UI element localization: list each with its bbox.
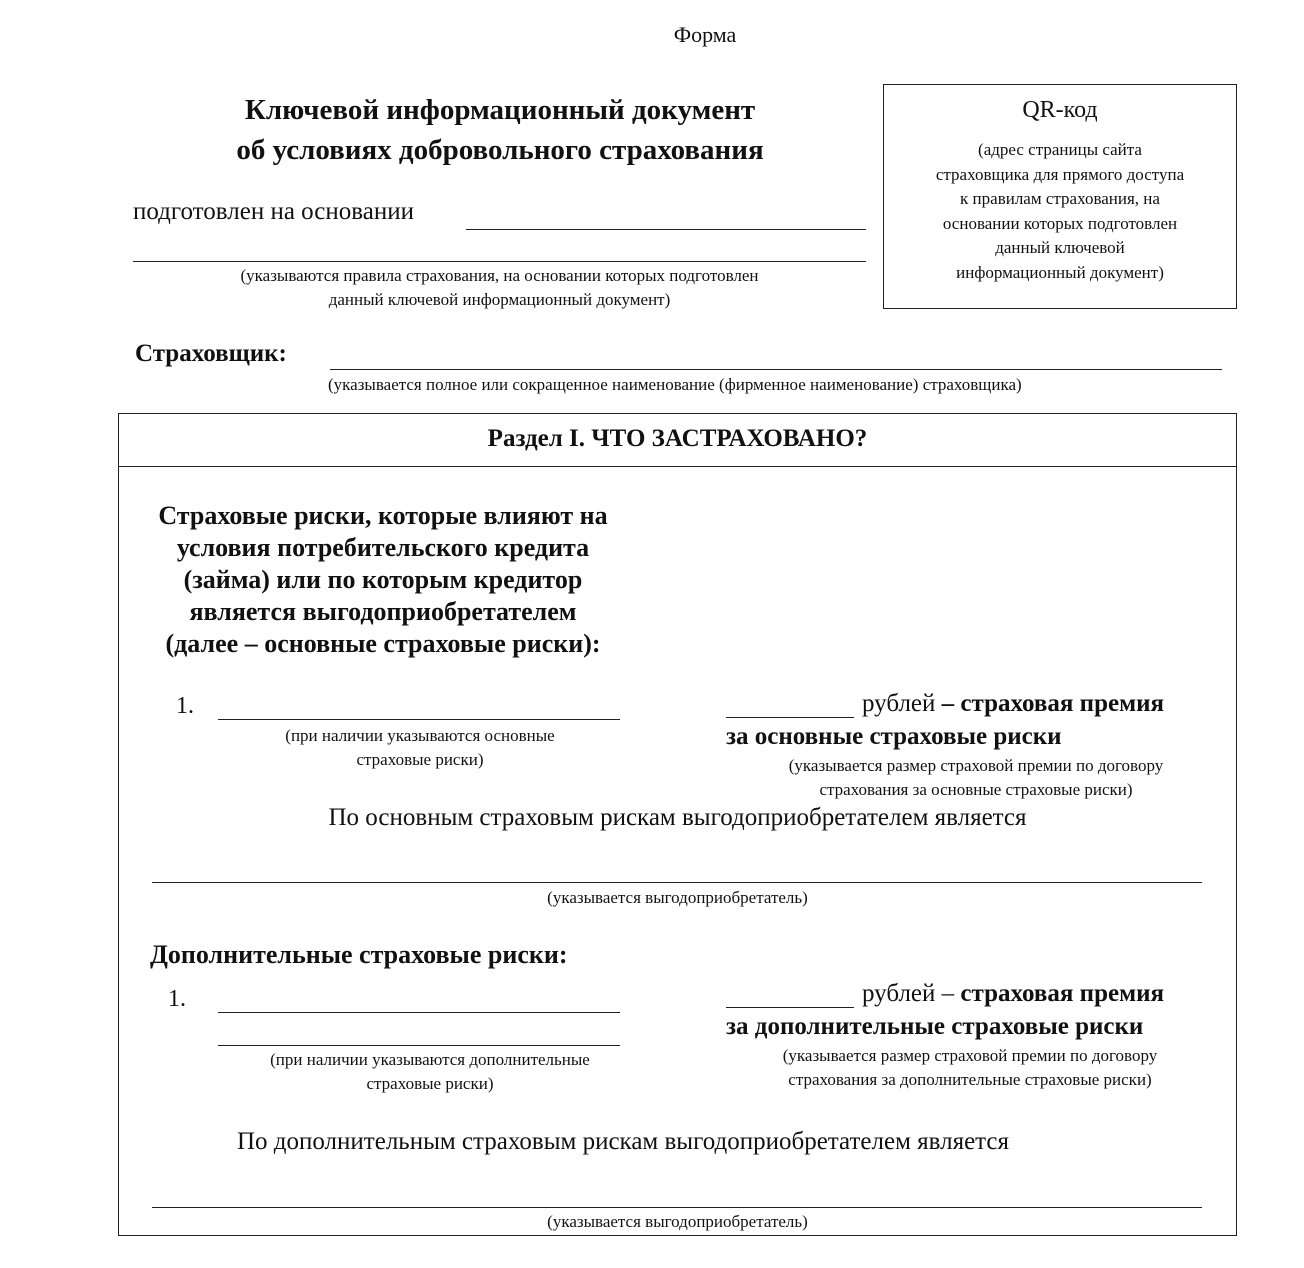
main-premium-label-2: за основные страховые риски bbox=[726, 723, 1062, 750]
main-beneficiary-field-line[interactable] bbox=[152, 882, 1202, 883]
extra-item-hint bbox=[210, 1048, 650, 1096]
qr-code-box bbox=[883, 84, 1237, 309]
main-beneficiary-hint: (указывается выгодоприобретатель) bbox=[547, 888, 808, 907]
extra-premium-label: страховая премия bbox=[960, 980, 1165, 1007]
extra-premium-field-line[interactable] bbox=[726, 1007, 854, 1008]
main-item-hint-line: страховые риски) bbox=[356, 750, 484, 769]
main-premium-hint-line: (указывается размер страховой премии по договору bbox=[788, 756, 1164, 775]
title-line-2: об условиях добровольного страхования bbox=[236, 134, 764, 166]
extra-item-number: 1. bbox=[168, 986, 186, 1012]
extra-premium-dash: – bbox=[941, 980, 955, 1007]
extra-premium-label-2: за дополнительные страховые риски bbox=[726, 1013, 1144, 1040]
main-premium-currency: рублей bbox=[862, 690, 936, 717]
qr-line: (адрес страницы сайта bbox=[978, 140, 1142, 159]
main-premium-label: страховая премия bbox=[960, 690, 1165, 717]
qr-line: информационный документ) bbox=[956, 262, 1164, 282]
main-risks-title-line: (далее – основные страховые риски): bbox=[165, 629, 601, 658]
main-item-number: 1. bbox=[176, 693, 194, 719]
main-risks-title-line: (займа) или по которым кредитор bbox=[183, 565, 583, 594]
qr-line: основании которых подготовлен bbox=[942, 213, 1178, 233]
extra-item-hint-line: страховые риски) bbox=[366, 1074, 494, 1093]
extra-beneficiary-field-line[interactable] bbox=[152, 1207, 1202, 1208]
main-premium-hint bbox=[726, 754, 1226, 802]
main-premium-field-line[interactable] bbox=[726, 717, 854, 718]
rules-field-line-1[interactable] bbox=[466, 229, 866, 230]
main-item-hint bbox=[210, 724, 630, 772]
main-risk-field-line[interactable] bbox=[218, 719, 620, 720]
main-premium-hint-line: страхования за основные страховые риски) bbox=[819, 780, 1133, 799]
main-item-hint-line: (при наличии указываются основные bbox=[285, 726, 555, 745]
qr-code-title: QR-код bbox=[1022, 97, 1098, 123]
extra-risks-title: Дополнительные страховые риски: bbox=[150, 940, 568, 969]
extra-premium-text bbox=[862, 980, 1164, 1008]
extra-risk-field-line-1[interactable] bbox=[218, 1012, 620, 1013]
main-risks-title-line: Страховые риски, которые влияют на bbox=[158, 501, 608, 530]
rules-hint-line-2: данный ключевой информационный документ) bbox=[328, 290, 671, 309]
section-header: Раздел I. ЧТО ЗАСТРАХОВАНО? bbox=[487, 425, 868, 452]
prepared-on-basis-label: подготовлен на основании bbox=[133, 198, 414, 225]
rules-hint-line-1: (указываются правила страхования, на основании которых подготовлен bbox=[240, 266, 759, 285]
main-premium-dash: – bbox=[941, 690, 955, 717]
insurer-hint: (указывается полное или сокращенное наименование (фирменное наименование) страховщика) bbox=[328, 375, 1022, 394]
extra-premium-hint bbox=[720, 1044, 1220, 1092]
extra-beneficiary-hint: (указывается выгодоприобретатель) bbox=[547, 1212, 808, 1231]
insurer-field-line[interactable] bbox=[330, 369, 1222, 370]
insurer-label: Страховщик: bbox=[135, 340, 287, 367]
qr-line: данный ключевой bbox=[995, 238, 1125, 257]
qr-line: страховщика для прямого доступа bbox=[935, 164, 1185, 184]
main-beneficiary-text: По основным страховым рискам выгодоприобретателем является bbox=[328, 804, 1027, 831]
qr-code-description bbox=[884, 138, 1236, 285]
main-risks-title-line: является выгодоприобретателем bbox=[189, 597, 577, 626]
extra-beneficiary-text: По дополнительным страховым рискам выгодоприобретателем является bbox=[236, 1128, 1010, 1155]
extra-premium-hint-line: (указывается размер страховой премии по договору bbox=[782, 1046, 1158, 1065]
form-label: Форма bbox=[673, 22, 737, 47]
extra-risk-field-line-2[interactable] bbox=[218, 1045, 620, 1046]
main-premium-text bbox=[862, 690, 1164, 718]
extra-premium-currency: рублей bbox=[862, 980, 936, 1007]
title-line-1: Ключевой информационный документ bbox=[244, 94, 756, 126]
rules-field-line-2[interactable] bbox=[133, 261, 866, 262]
section-header-divider bbox=[118, 466, 1237, 467]
document-title bbox=[130, 90, 870, 170]
main-risks-title bbox=[118, 500, 648, 660]
extra-item-hint-line: (при наличии указываются дополнительные bbox=[270, 1050, 590, 1069]
main-risks-title-line: условия потребительского кредита bbox=[176, 533, 590, 562]
rules-hint bbox=[133, 264, 866, 312]
qr-line: к правилам страхования, на bbox=[960, 189, 1160, 208]
extra-premium-hint-line: страхования за дополнительные страховые риски) bbox=[788, 1070, 1152, 1089]
